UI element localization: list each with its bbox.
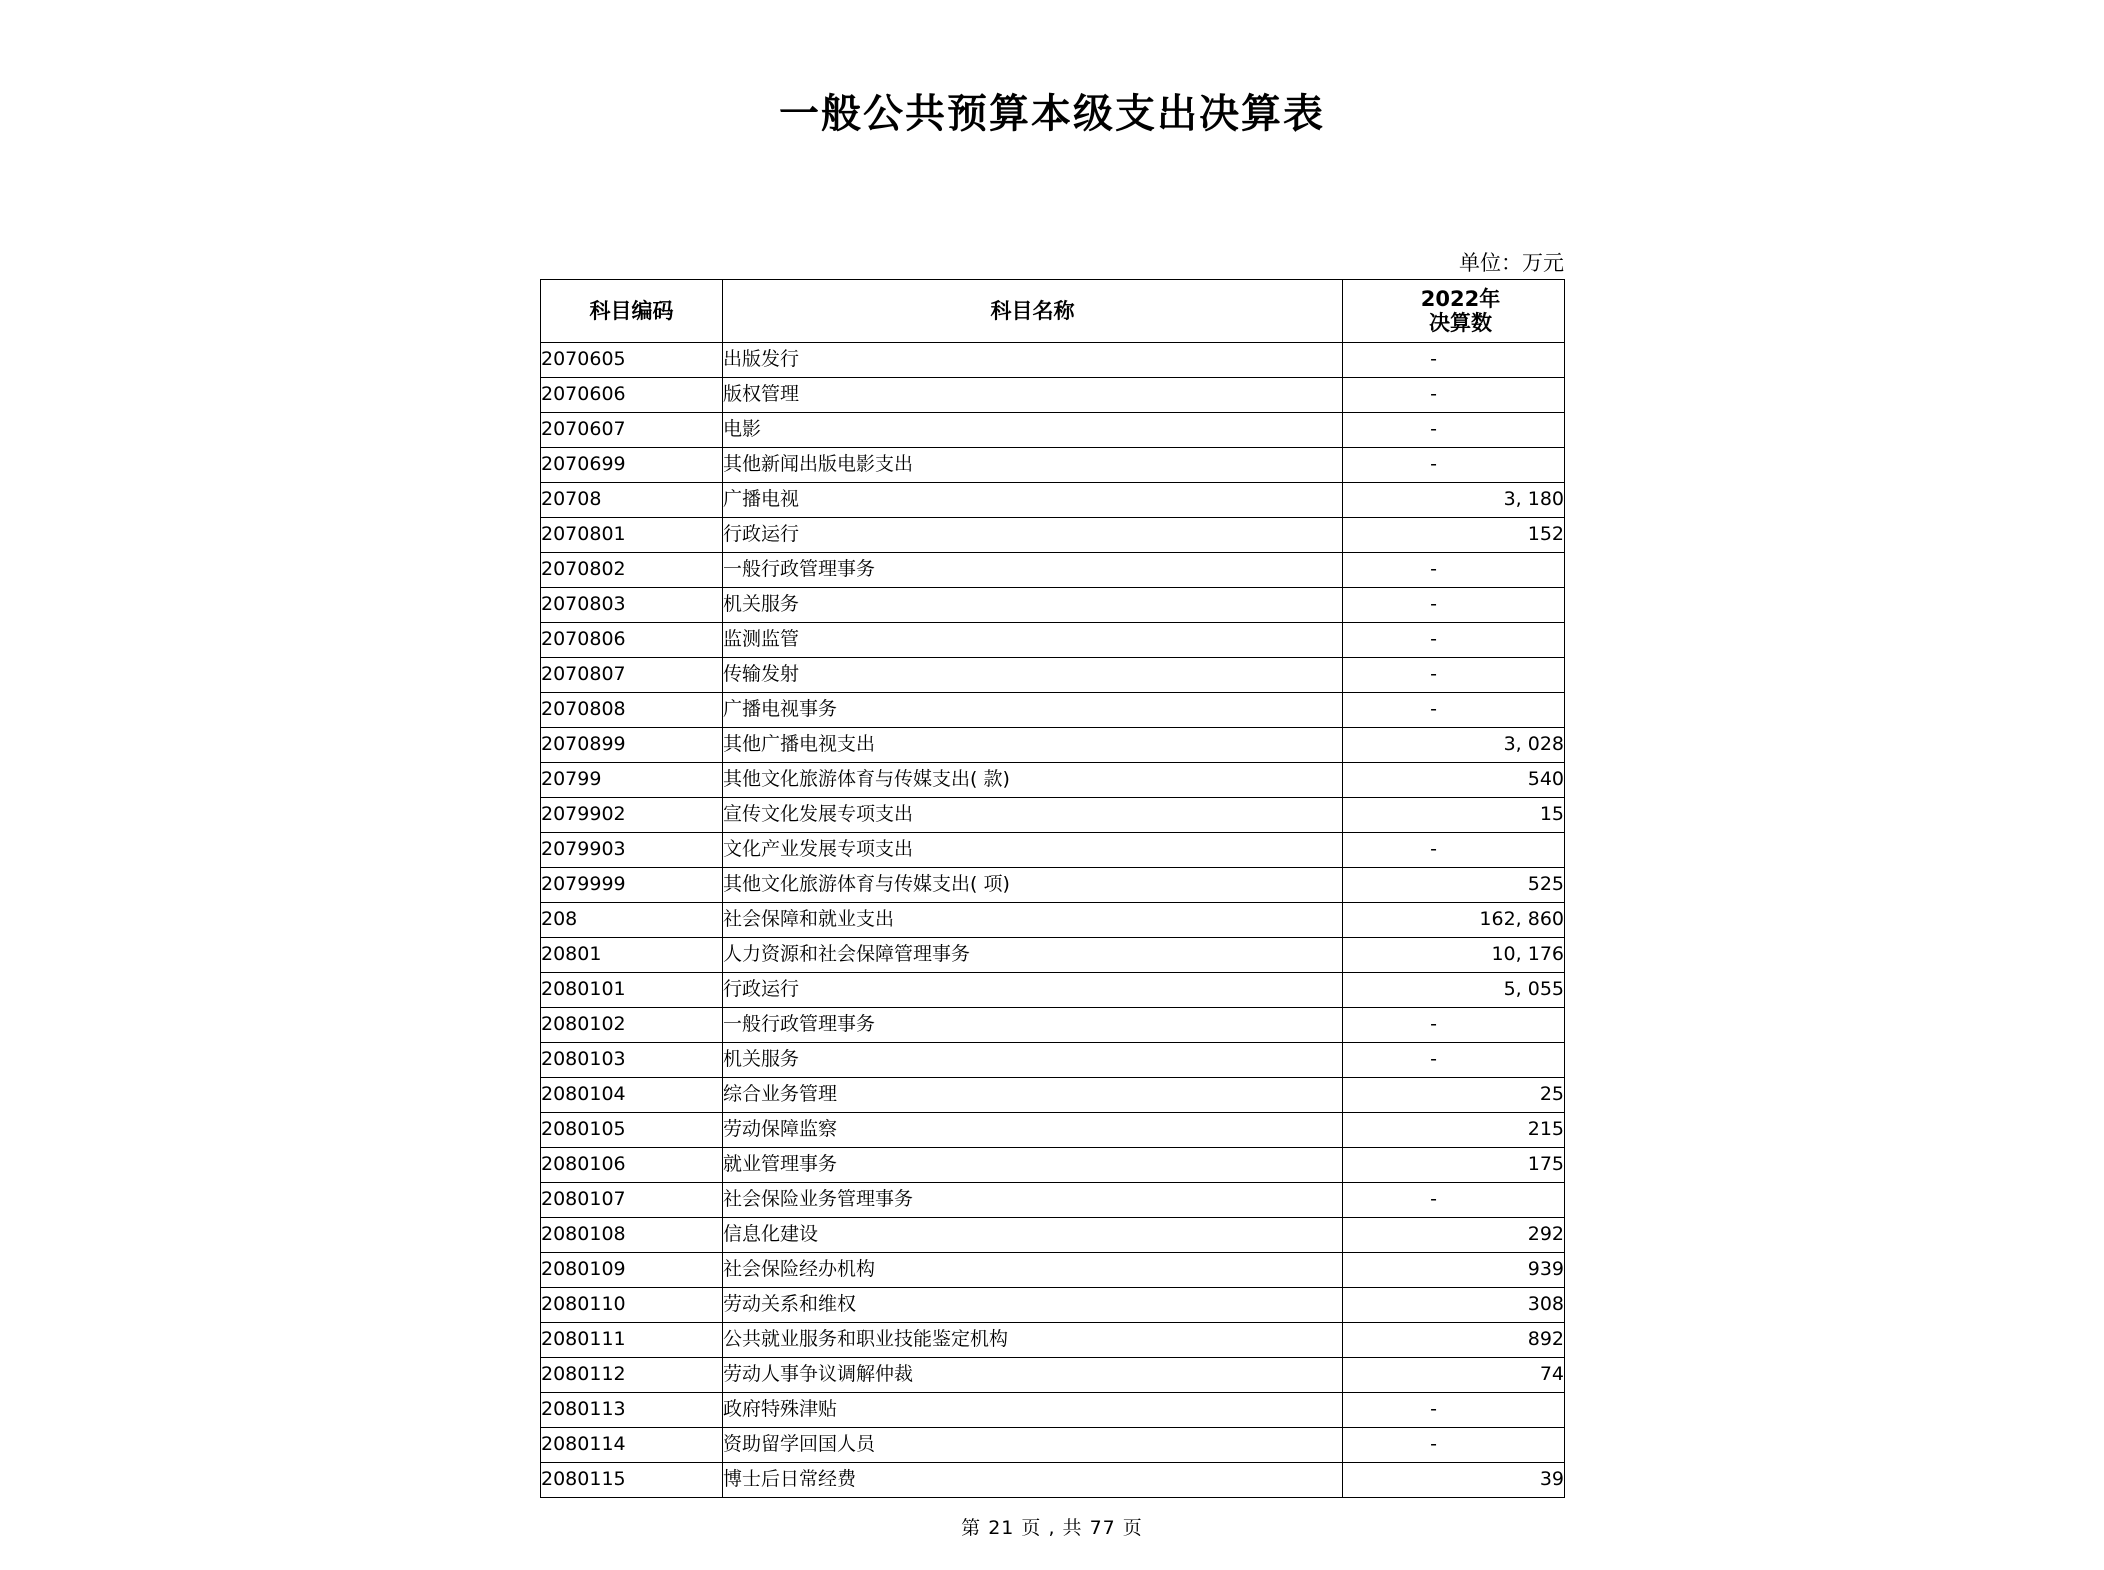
cell-subject-name: 综合业务管理 — [723, 1078, 1343, 1113]
cell-subject-name: 博士后日常经费 — [723, 1463, 1343, 1498]
table-row — [541, 693, 1565, 728]
table-row — [541, 518, 1565, 553]
cell-final-amount: - — [1343, 623, 1565, 658]
cell-subject-code: 2079903 — [541, 833, 723, 868]
table-row — [541, 798, 1565, 833]
cell-final-amount: 39 — [1343, 1463, 1565, 1498]
unit-note: 单位：万元 — [1459, 251, 1564, 275]
table-row — [541, 343, 1565, 378]
table-row — [541, 588, 1565, 623]
column-header-value — [1343, 280, 1565, 343]
cell-subject-code: 2070802 — [541, 553, 723, 588]
table-header-row — [541, 280, 1565, 343]
table-row — [541, 378, 1565, 413]
table-row — [541, 1113, 1565, 1148]
cell-final-amount: 308 — [1343, 1288, 1565, 1323]
cell-subject-code: 2080103 — [541, 1043, 723, 1078]
cell-subject-code: 2070699 — [541, 448, 723, 483]
cell-subject-code: 2080113 — [541, 1393, 723, 1428]
table-row — [541, 1288, 1565, 1323]
table-row — [541, 763, 1565, 798]
table-row — [541, 1078, 1565, 1113]
cell-subject-name: 行政运行 — [723, 973, 1343, 1008]
table-row — [541, 938, 1565, 973]
cell-subject-code: 2079999 — [541, 868, 723, 903]
cell-final-amount: 525 — [1343, 868, 1565, 903]
cell-subject-code: 2070808 — [541, 693, 723, 728]
cell-subject-name: 政府特殊津贴 — [723, 1393, 1343, 1428]
cell-subject-code: 2070803 — [541, 588, 723, 623]
cell-final-amount: - — [1343, 413, 1565, 448]
table-row — [541, 623, 1565, 658]
table-row — [541, 1358, 1565, 1393]
cell-subject-name: 版权管理 — [723, 378, 1343, 413]
cell-subject-name: 资助留学回国人员 — [723, 1428, 1343, 1463]
cell-final-amount: 939 — [1343, 1253, 1565, 1288]
cell-subject-name: 其他广播电视支出 — [723, 728, 1343, 763]
column-header-name: 科目名称 — [723, 280, 1343, 343]
cell-subject-name: 就业管理事务 — [723, 1148, 1343, 1183]
cell-subject-code: 2070806 — [541, 623, 723, 658]
cell-final-amount: - — [1343, 343, 1565, 378]
cell-subject-name: 社会保险业务管理事务 — [723, 1183, 1343, 1218]
cell-final-amount: - — [1343, 1428, 1565, 1463]
cell-subject-name: 监测监管 — [723, 623, 1343, 658]
cell-final-amount: 292 — [1343, 1218, 1565, 1253]
cell-subject-name: 其他文化旅游体育与传媒支出( 款) — [723, 763, 1343, 798]
table-row — [541, 868, 1565, 903]
cell-final-amount: - — [1343, 448, 1565, 483]
cell-subject-name: 其他新闻出版电影支出 — [723, 448, 1343, 483]
cell-subject-name: 广播电视 — [723, 483, 1343, 518]
cell-final-amount: - — [1343, 553, 1565, 588]
page-title: 一般公共预算本级支出决算表 — [779, 91, 1325, 137]
cell-final-amount: 892 — [1343, 1323, 1565, 1358]
cell-subject-code: 208 — [541, 903, 723, 938]
cell-final-amount: - — [1343, 378, 1565, 413]
table-row — [541, 1043, 1565, 1078]
table-row — [541, 448, 1565, 483]
cell-subject-code: 2070606 — [541, 378, 723, 413]
table-row — [541, 1428, 1565, 1463]
table-row — [541, 483, 1565, 518]
cell-final-amount: - — [1343, 1183, 1565, 1218]
table-row — [541, 728, 1565, 763]
table-row — [541, 1008, 1565, 1043]
table-body — [541, 343, 1565, 1498]
cell-final-amount: - — [1343, 693, 1565, 728]
cell-subject-code: 20799 — [541, 763, 723, 798]
cell-subject-code: 2079902 — [541, 798, 723, 833]
cell-subject-name: 出版发行 — [723, 343, 1343, 378]
cell-final-amount: 540 — [1343, 763, 1565, 798]
cell-final-amount: 3, 028 — [1343, 728, 1565, 763]
cell-subject-name: 信息化建设 — [723, 1218, 1343, 1253]
cell-subject-name: 社会保障和就业支出 — [723, 903, 1343, 938]
cell-subject-code: 2080110 — [541, 1288, 723, 1323]
cell-subject-code: 2080115 — [541, 1463, 723, 1498]
cell-subject-name: 劳动人事争议调解仲裁 — [723, 1358, 1343, 1393]
cell-subject-code: 2080112 — [541, 1358, 723, 1393]
cell-subject-code: 2080111 — [541, 1323, 723, 1358]
budget-table-container — [540, 279, 1564, 1498]
table-row — [541, 1218, 1565, 1253]
table-row — [541, 1183, 1565, 1218]
column-header-value-year: 2022年 — [1420, 286, 1501, 311]
page-footer: 第 21 页 , 共 77 页 — [961, 1517, 1143, 1539]
cell-subject-name: 机关服务 — [723, 1043, 1343, 1078]
table-row — [541, 1393, 1565, 1428]
cell-final-amount: - — [1343, 1393, 1565, 1428]
table-row — [541, 553, 1565, 588]
cell-subject-code: 2070801 — [541, 518, 723, 553]
table-row — [541, 1463, 1565, 1498]
table-row — [541, 833, 1565, 868]
cell-subject-code: 2080109 — [541, 1253, 723, 1288]
table-row — [541, 658, 1565, 693]
cell-final-amount: 152 — [1343, 518, 1565, 553]
cell-final-amount: - — [1343, 1008, 1565, 1043]
cell-subject-code: 2070605 — [541, 343, 723, 378]
cell-subject-name: 公共就业服务和职业技能鉴定机构 — [723, 1323, 1343, 1358]
cell-subject-code: 2080114 — [541, 1428, 723, 1463]
cell-subject-code: 2080107 — [541, 1183, 723, 1218]
cell-subject-name: 一般行政管理事务 — [723, 553, 1343, 588]
cell-subject-name: 行政运行 — [723, 518, 1343, 553]
cell-final-amount: 74 — [1343, 1358, 1565, 1393]
cell-final-amount: 3, 180 — [1343, 483, 1565, 518]
column-header-value-label: 决算数 — [1429, 311, 1492, 335]
table-row — [541, 973, 1565, 1008]
cell-final-amount: 215 — [1343, 1113, 1565, 1148]
cell-final-amount: 5, 055 — [1343, 973, 1565, 1008]
table-row — [541, 1148, 1565, 1183]
column-header-code: 科目编码 — [541, 280, 723, 343]
cell-subject-name: 宣传文化发展专项支出 — [723, 798, 1343, 833]
cell-subject-code: 2080108 — [541, 1218, 723, 1253]
cell-subject-name: 劳动关系和维权 — [723, 1288, 1343, 1323]
cell-final-amount: - — [1343, 658, 1565, 693]
cell-subject-code: 2080104 — [541, 1078, 723, 1113]
cell-subject-name: 文化产业发展专项支出 — [723, 833, 1343, 868]
cell-final-amount: 10, 176 — [1343, 938, 1565, 973]
cell-subject-code: 20801 — [541, 938, 723, 973]
cell-subject-name: 社会保险经办机构 — [723, 1253, 1343, 1288]
cell-subject-name: 电影 — [723, 413, 1343, 448]
cell-subject-name: 其他文化旅游体育与传媒支出( 项) — [723, 868, 1343, 903]
budget-table — [540, 279, 1565, 1498]
cell-final-amount: 175 — [1343, 1148, 1565, 1183]
cell-final-amount: - — [1343, 588, 1565, 623]
cell-subject-code: 2080101 — [541, 973, 723, 1008]
table-row — [541, 413, 1565, 448]
cell-subject-name: 一般行政管理事务 — [723, 1008, 1343, 1043]
document-page — [0, 82, 2104, 1570]
cell-subject-name: 传输发射 — [723, 658, 1343, 693]
cell-subject-name: 广播电视事务 — [723, 693, 1343, 728]
cell-subject-name: 人力资源和社会保障管理事务 — [723, 938, 1343, 973]
cell-final-amount: - — [1343, 833, 1565, 868]
cell-subject-code: 20708 — [541, 483, 723, 518]
cell-final-amount: 162, 860 — [1343, 903, 1565, 938]
cell-final-amount: 15 — [1343, 798, 1565, 833]
table-row — [541, 903, 1565, 938]
cell-subject-code: 2080106 — [541, 1148, 723, 1183]
cell-subject-code: 2070899 — [541, 728, 723, 763]
cell-subject-code: 2070607 — [541, 413, 723, 448]
cell-subject-code: 2080105 — [541, 1113, 723, 1148]
table-row — [541, 1323, 1565, 1358]
cell-final-amount: 25 — [1343, 1078, 1565, 1113]
cell-subject-name: 机关服务 — [723, 588, 1343, 623]
cell-subject-code: 2080102 — [541, 1008, 723, 1043]
cell-final-amount: - — [1343, 1043, 1565, 1078]
cell-subject-code: 2070807 — [541, 658, 723, 693]
cell-subject-name: 劳动保障监察 — [723, 1113, 1343, 1148]
table-row — [541, 1253, 1565, 1288]
